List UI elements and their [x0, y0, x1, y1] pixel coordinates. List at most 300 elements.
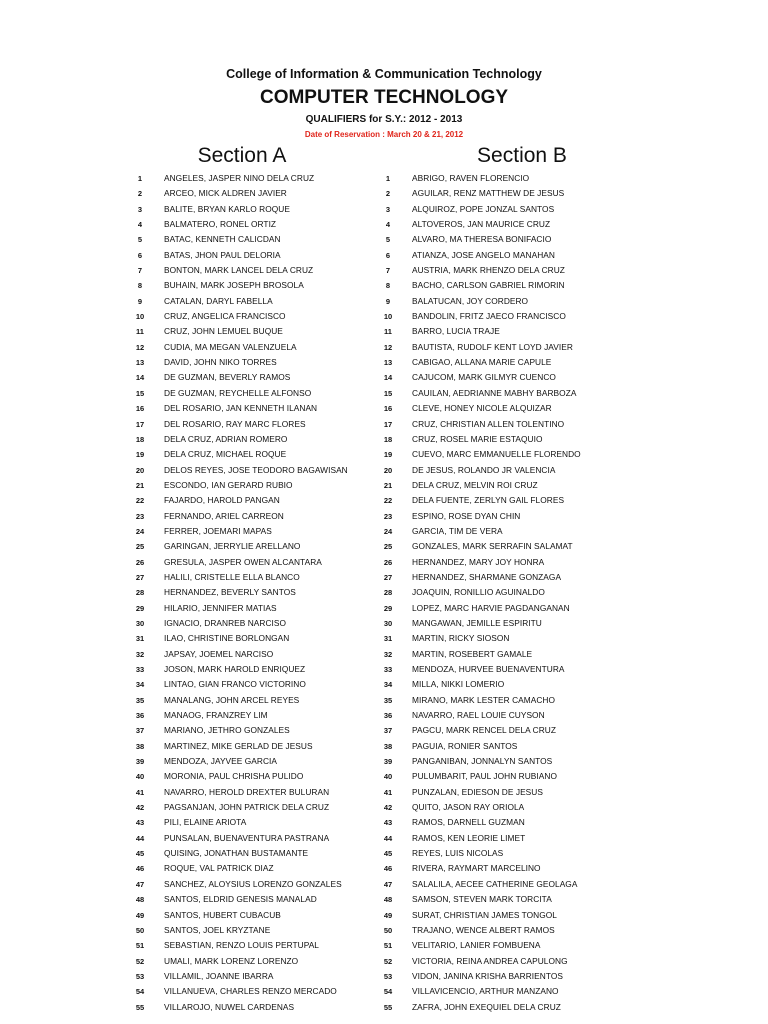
student-number: 13 — [383, 358, 393, 368]
student-name: VILLANUEVA, CHARLES RENZO MERCADO — [164, 986, 337, 997]
section-b-student-row — [376, 186, 626, 201]
section-b-student-row — [376, 892, 626, 907]
section-b-student-row — [376, 509, 626, 524]
student-number: 50 — [135, 925, 145, 935]
student-number: 23 — [383, 511, 393, 521]
student-name: ESPINO, ROSE DYAN CHIN — [412, 510, 521, 521]
section-b-student-row — [376, 401, 626, 416]
section-a-student-row — [128, 309, 368, 324]
student-number: 40 — [383, 772, 393, 782]
section-b-student-row — [376, 202, 626, 217]
student-name: CUEVO, MARC EMMANUELLE FLORENDO — [412, 449, 581, 460]
section-a-student-row — [128, 616, 368, 631]
student-name: VILLAROJO, NUWEL CARDENAS — [164, 1001, 295, 1012]
section-b-student-row — [376, 815, 626, 830]
student-name: MANAOG, FRANZREY LIM — [164, 710, 268, 721]
section-a-student-row — [128, 355, 368, 370]
section-b-student-row — [376, 954, 626, 969]
student-number: 44 — [383, 833, 393, 843]
student-number: 11 — [384, 327, 392, 337]
student-number: 39 — [383, 757, 393, 767]
section-b-student-row — [376, 278, 626, 293]
student-number: 45 — [135, 849, 145, 859]
student-name: CRUZ, JOHN LEMUEL BUQUE — [164, 326, 283, 337]
section-b-student-row — [376, 601, 626, 616]
section-a-student-row — [128, 708, 368, 723]
student-number: 47 — [135, 879, 145, 889]
section-a-student-row — [128, 892, 368, 907]
student-number: 36 — [135, 711, 145, 721]
section-a-student-row — [128, 263, 368, 278]
section-b-student-row — [376, 877, 626, 892]
student-name: VELITARIO, LANIER FOMBUENA — [412, 940, 541, 951]
student-number: 37 — [383, 726, 393, 736]
section-b-student-row — [376, 693, 626, 708]
section-b-student-row — [376, 1000, 626, 1015]
section-a-student-row — [128, 908, 368, 923]
student-name: BUHAIN, MARK JOSEPH BROSOLA — [164, 280, 304, 291]
student-number: 31 — [135, 634, 145, 644]
student-name: SAMSON, STEVEN MARK TORCITA — [412, 894, 552, 905]
student-name: MENDOZA, JAYVEE GARCIA — [164, 756, 278, 767]
section-a-student-row — [128, 923, 368, 938]
section-a-student-row — [128, 631, 368, 646]
section-b-student-row — [376, 631, 626, 646]
student-name: DELA CRUZ, MICHAEL ROQUE — [164, 449, 287, 460]
student-name: UMALI, MARK LORENZ LORENZO — [164, 955, 299, 966]
student-name: ALTOVEROS, JAN MAURICE CRUZ — [412, 219, 551, 230]
student-number: 28 — [383, 588, 393, 598]
student-name: HILARIO, JENNIFER MATIAS — [164, 602, 277, 613]
student-number: 9 — [137, 296, 143, 306]
student-name: DELA FUENTE, ZERLYN GAIL FLORES — [412, 495, 565, 506]
section-a-student-row — [128, 815, 368, 830]
student-number: 29 — [383, 603, 393, 613]
student-number: 33 — [383, 665, 393, 674]
section-a-student-row — [128, 785, 368, 800]
student-name: CRUZ, CHRISTIAN ALLEN TOLENTINO — [412, 418, 565, 429]
section-b-student-row — [376, 616, 626, 631]
section-a-student-row — [128, 601, 368, 616]
section-a-student-row — [128, 984, 368, 999]
student-number: 53 — [383, 971, 393, 981]
section-a-student-row — [128, 1000, 368, 1015]
student-number: 20 — [135, 465, 145, 475]
student-number: 3 — [385, 204, 391, 214]
section-a-student-row — [128, 739, 368, 754]
section-b-student-row — [376, 662, 626, 677]
student-name: HERNANDEZ, BEVERLY SANTOS — [164, 587, 296, 598]
student-name: GARINGAN, JERRYLIE ARELLANO — [164, 541, 301, 552]
student-name: GRESULA, JASPER OWEN ALCANTARA — [164, 556, 322, 567]
student-name: LOPEZ, MARC HARVIE PAGDANGANAN — [412, 602, 570, 613]
student-name: DELOS REYES, JOSE TEODORO BAGAWISAN — [164, 464, 348, 475]
section-a-student-row — [128, 232, 368, 247]
section-a-student-row — [128, 171, 368, 186]
student-name: CAUILAN, AEDRIANNE MABHY BARBOZA — [412, 387, 577, 398]
student-name: PULUMBARIT, PAUL JOHN RUBIANO — [412, 771, 557, 782]
student-number: 31 — [383, 634, 393, 644]
section-b-student-row — [376, 800, 626, 815]
student-number: 34 — [135, 680, 145, 690]
document-header — [0, 66, 768, 140]
student-number: 53 — [135, 971, 145, 981]
student-name: ILAO, CHRISTINE BORLONGAN — [164, 633, 290, 644]
student-number: 18 — [383, 434, 393, 444]
section-b-student-row — [376, 340, 626, 355]
student-number: 48 — [135, 895, 145, 905]
student-number: 37 — [135, 726, 145, 736]
student-name: CAJUCOM, MARK GILMYR CUENCO — [412, 372, 556, 383]
student-name: GARCIA, TIM DE VERA — [412, 525, 503, 536]
student-name: NAVARRO, RAEL LOUIE CUYSON — [412, 710, 545, 721]
section-b-student-row — [376, 754, 626, 769]
student-name: HALILI, CRISTELLE ELLA BLANCO — [164, 571, 300, 582]
section-a-student-row — [128, 539, 368, 554]
section-b-list — [376, 171, 626, 1015]
student-name: PAGUIA, RONIER SANTOS — [412, 740, 518, 751]
student-name: SANTOS, HUBERT CUBACUB — [164, 909, 281, 920]
section-b-student-row — [376, 585, 626, 600]
student-name: BANDOLIN, FRITZ JAECO FRANCISCO — [412, 311, 566, 322]
student-name: AUSTRIA, MARK RHENZO DELA CRUZ — [412, 265, 565, 276]
student-number: 55 — [135, 1002, 145, 1012]
section-b-student-row — [376, 908, 626, 923]
student-name: ANGELES, JASPER NINO DELA CRUZ — [164, 173, 315, 183]
student-name: SANTOS, JOEL KRYZTANE — [164, 924, 271, 935]
student-number: 25 — [135, 542, 145, 552]
student-number: 44 — [135, 833, 145, 843]
student-name: BALITE, BRYAN KARLO ROQUE — [164, 203, 290, 214]
student-name: NAVARRO, HEROLD DREXTER BULURAN — [164, 786, 330, 797]
student-number: 17 — [135, 419, 145, 429]
student-name: BARRO, LUCIA TRAJE — [412, 326, 500, 337]
student-number: 1 — [385, 174, 391, 183]
section-a-student-row — [128, 831, 368, 846]
student-name: IGNACIO, DRANREB NARCISO — [164, 617, 287, 628]
student-number: 49 — [383, 910, 393, 920]
student-number: 4 — [137, 220, 143, 230]
section-a-list — [128, 171, 368, 1015]
student-name: MARTIN, RICKY SIOSON — [412, 633, 510, 644]
student-name: FERRER, JOEMARI MAPAS — [164, 525, 272, 536]
student-name: CRUZ, ANGELICA FRANCISCO — [164, 311, 286, 322]
student-name: MORONIA, PAUL CHRISHA PULIDO — [164, 771, 304, 782]
section-b-student-row — [376, 984, 626, 999]
student-name: VIDON, JANINA KRISHA BARRIENTOS — [412, 970, 563, 981]
student-name: ABRIGO, RAVEN FLORENCIO — [412, 173, 530, 183]
section-a-student-row — [128, 493, 368, 508]
student-name: GONZALES, MARK SERRAFIN SALAMAT — [412, 541, 573, 552]
section-b-student-row — [376, 294, 626, 309]
section-a-student-row — [128, 969, 368, 984]
section-b-student-row — [376, 263, 626, 278]
student-number: 48 — [383, 895, 393, 905]
student-name: MARTIN, ROSEBERT GAMALE — [412, 648, 533, 659]
student-name: VILLAMIL, JOANNE IBARRA — [164, 970, 274, 981]
student-number: 22 — [383, 496, 393, 506]
section-a-student-row — [128, 186, 368, 201]
student-name: SURAT, CHRISTIAN JAMES TONGOL — [412, 909, 557, 920]
student-number: 35 — [383, 695, 393, 705]
student-name: ESCONDO, IAN GERARD RUBIO — [164, 479, 293, 490]
section-a-student-row — [128, 938, 368, 953]
section-a-student-row — [128, 217, 368, 232]
section-b-student-row — [376, 417, 626, 432]
section-b-student-row — [376, 769, 626, 784]
section-a-student-row — [128, 386, 368, 401]
section-b-student-row — [376, 846, 626, 861]
section-a-student-row — [128, 478, 368, 493]
student-number: 21 — [135, 480, 145, 490]
section-a-student-row — [128, 278, 368, 293]
student-number: 5 — [385, 235, 391, 245]
student-number: 34 — [383, 680, 393, 690]
section-a-student-row — [128, 340, 368, 355]
student-name: BALMATERO, RONEL ORTIZ — [164, 219, 277, 230]
student-number: 4 — [385, 220, 391, 230]
student-number: 32 — [135, 649, 145, 659]
department-title: COMPUTER TECHNOLOGY — [259, 87, 509, 108]
student-number: 1 — [137, 174, 143, 183]
section-b-student-row — [376, 708, 626, 723]
student-name: QUISING, JONATHAN BUSTAMANTE — [164, 848, 309, 859]
student-name: SANCHEZ, ALOYSIUS LORENZO GONZALES — [164, 878, 342, 889]
student-name: FAJARDO, HAROLD PANGAN — [164, 495, 280, 506]
section-a-student-row — [128, 447, 368, 462]
student-name: ALVARO, MA THERESA BONIFACIO — [412, 234, 552, 245]
section-a-student-row — [128, 432, 368, 447]
student-number: 19 — [135, 450, 145, 460]
student-number: 2 — [385, 189, 391, 199]
section-a-student-row — [128, 555, 368, 570]
student-name: DE GUZMAN, REYCHELLE ALFONSO — [164, 387, 312, 398]
student-name: PAGCU, MARK RENCEL DELA CRUZ — [412, 725, 557, 736]
section-a-student-row — [128, 954, 368, 969]
section-b-student-row — [376, 831, 626, 846]
section-b-student-row — [376, 432, 626, 447]
section-b-student-row — [376, 232, 626, 247]
section-b-student-row — [376, 570, 626, 585]
student-name: DEL ROSARIO, JAN KENNETH ILANAN — [164, 403, 318, 414]
reservation-date: Date of Reservation : March 20 & 21, 2012 — [304, 130, 464, 139]
section-a-student-row — [128, 463, 368, 478]
student-name: RIVERA, RAYMART MARCELINO — [412, 863, 541, 874]
section-b-student-row — [376, 324, 626, 339]
section-a-student-row — [128, 509, 368, 524]
section-b-student-row — [376, 524, 626, 539]
student-name: ZAFRA, JOHN EXEQUIEL DELA CRUZ — [412, 1001, 561, 1012]
student-name: MARTINEZ, MIKE GERLAD DE JESUS — [164, 740, 313, 751]
section-a-student-row — [128, 294, 368, 309]
section-b-student-row — [376, 248, 626, 263]
student-number: 28 — [135, 588, 145, 598]
student-number: 38 — [135, 741, 145, 751]
section-b-student-row — [376, 217, 626, 232]
section-a-student-row — [128, 248, 368, 263]
student-number: 43 — [383, 818, 393, 828]
student-number: 16 — [383, 404, 393, 414]
student-name: BACHO, CARLSON GABRIEL RIMORIN — [412, 280, 565, 291]
student-name: MILLA, NIKKI LOMERIO — [412, 679, 505, 690]
student-name: JOAQUIN, RONILLIO AGUINALDO — [412, 587, 545, 598]
section-b-student-row — [376, 493, 626, 508]
student-number: 26 — [135, 557, 145, 567]
section-a-student-row — [128, 401, 368, 416]
student-number: 24 — [135, 526, 145, 536]
student-name: CRUZ, ROSEL MARIE ESTAQUIO — [412, 433, 543, 444]
section-b-student-row — [376, 386, 626, 401]
section-a-student-row — [128, 769, 368, 784]
student-number: 41 — [135, 787, 145, 797]
student-name: ROQUE, VAL PATRICK DIAZ — [164, 863, 274, 874]
student-number: 21 — [383, 480, 393, 490]
student-name: JOSON, MARK HAROLD ENRIQUEZ — [164, 664, 306, 674]
student-number: 15 — [135, 388, 145, 398]
student-number: 14 — [383, 373, 393, 383]
student-name: FERNANDO, ARIEL CARREON — [164, 510, 284, 521]
student-number: 52 — [135, 956, 145, 966]
section-a-student-row — [128, 417, 368, 432]
section-b-student-row — [376, 309, 626, 324]
student-number: 45 — [383, 849, 393, 859]
section-a-student-row — [128, 324, 368, 339]
student-number: 46 — [383, 864, 393, 874]
student-number: 12 — [135, 342, 145, 352]
student-name: ARCEO, MICK ALDREN JAVIER — [164, 188, 287, 199]
student-name: HERNANDEZ, SHARMANE GONZAGA — [412, 571, 562, 582]
student-number: 26 — [383, 557, 393, 567]
student-name: MANGAWAN, JEMILLE ESPIRITU — [412, 617, 542, 628]
student-name: CABIGAO, ALLANA MARIE CAPULE — [412, 357, 552, 368]
student-number: 6 — [385, 250, 391, 260]
student-name: DAVID, JOHN NIKO TORRES — [164, 357, 277, 368]
student-name: CUDIA, MA MEGAN VALENZUELA — [164, 341, 297, 352]
student-name: AGUILAR, RENZ MATTHEW DE JESUS — [412, 188, 565, 199]
student-number: 8 — [385, 281, 391, 291]
student-number: 14 — [135, 373, 145, 383]
student-name: REYES, LUIS NICOLAS — [412, 848, 504, 859]
student-number: 23 — [135, 511, 145, 521]
section-a-student-row — [128, 693, 368, 708]
student-name: QUITO, JASON RAY ORIOLA — [412, 802, 525, 813]
student-number: 11 — [136, 327, 144, 337]
student-name: RAMOS, DARNELL GUZMAN — [412, 817, 525, 828]
section-a-student-row — [128, 370, 368, 385]
section-b-student-row — [376, 647, 626, 662]
section-b-student-row — [376, 370, 626, 385]
student-name: VICTORIA, REINA ANDREA CAPULONG — [412, 955, 568, 966]
student-number: 54 — [135, 987, 145, 997]
student-number: 24 — [383, 526, 393, 536]
student-name: BAUTISTA, RUDOLF KENT LOYD JAVIER — [412, 341, 573, 352]
section-b-student-row — [376, 355, 626, 370]
student-number: 46 — [135, 864, 145, 874]
student-name: PAGSANJAN, JOHN PATRICK DELA CRUZ — [164, 802, 330, 813]
section-a-student-row — [128, 846, 368, 861]
student-number: 38 — [383, 741, 393, 751]
section-b-student-row — [376, 555, 626, 570]
student-number: 2 — [137, 189, 143, 199]
student-number: 29 — [135, 603, 145, 613]
student-name: LINTAO, GIAN FRANCO VICTORINO — [164, 679, 306, 690]
student-number: 40 — [135, 772, 145, 782]
section-a-student-row — [128, 800, 368, 815]
student-number: 15 — [383, 388, 393, 398]
section-b-student-row — [376, 938, 626, 953]
student-number: 47 — [383, 879, 393, 889]
student-name: MIRANO, MARK LESTER CAMACHO — [412, 694, 556, 705]
student-number: 35 — [135, 695, 145, 705]
student-name: DELA CRUZ, ADRIAN ROMERO — [164, 433, 288, 444]
student-name: PUNZALAN, EDIESON DE JESUS — [412, 786, 543, 797]
student-number: 19 — [383, 450, 393, 460]
student-name: TRAJANO, WENCE ALBERT RAMOS — [412, 924, 555, 935]
student-number: 7 — [137, 266, 143, 276]
section-a-student-row — [128, 202, 368, 217]
student-number: 51 — [135, 941, 145, 951]
student-name: BATAC, KENNETH CALICDAN — [164, 234, 281, 245]
section-a-student-row — [128, 861, 368, 876]
student-number: 43 — [135, 818, 145, 828]
student-name: BATAS, JHON PAUL DELORIA — [164, 249, 281, 260]
student-number: 16 — [135, 404, 145, 414]
student-number: 54 — [383, 987, 393, 997]
student-number: 49 — [135, 910, 145, 920]
student-name: CLEVE, HONEY NICOLE ALQUIZAR — [412, 403, 552, 414]
student-name: CATALAN, DARYL FABELLA — [164, 295, 273, 306]
student-number: 39 — [135, 757, 145, 767]
student-number: 20 — [383, 465, 393, 475]
section-a-student-row — [128, 723, 368, 738]
student-name: SALALILA, AECEE CATHERINE GEOLAGA — [412, 878, 578, 889]
section-b-student-row — [376, 785, 626, 800]
student-number: 50 — [383, 925, 393, 935]
student-number: 22 — [135, 496, 145, 506]
section-b-student-row — [376, 171, 626, 186]
student-number: 12 — [383, 342, 393, 352]
student-number: 10 — [383, 312, 393, 322]
student-name: RAMOS, KEN LEORIE LIMET — [412, 832, 526, 843]
section-b-student-row — [376, 478, 626, 493]
student-number: 8 — [137, 281, 143, 291]
student-name: DELA CRUZ, MELVIN ROI CRUZ — [412, 479, 538, 490]
student-name: MENDOZA, HURVEE BUENAVENTURA — [412, 664, 565, 674]
section-a-title: Section A — [197, 144, 287, 167]
section-a-student-row — [128, 677, 368, 692]
student-name: PILI, ELAINE ARIOTA — [164, 817, 247, 828]
student-number: 52 — [383, 956, 393, 966]
section-b-student-row — [376, 539, 626, 554]
student-number: 10 — [135, 312, 145, 322]
section-a-student-row — [128, 570, 368, 585]
section-b-student-row — [376, 447, 626, 462]
student-name: HERNANDEZ, MARY JOY HONRA — [412, 556, 545, 567]
section-b-student-row — [376, 677, 626, 692]
student-name: SANTOS, ELDRID GENESIS MANALAD — [164, 894, 317, 905]
section-b-student-row — [376, 969, 626, 984]
student-number: 42 — [383, 803, 393, 813]
student-number: 9 — [385, 296, 391, 306]
student-name: BONTON, MARK LANCEL DELA CRUZ — [164, 265, 314, 276]
student-number: 5 — [137, 235, 143, 245]
student-number: 27 — [135, 572, 145, 582]
student-number: 30 — [135, 618, 145, 628]
section-b-student-row — [376, 861, 626, 876]
student-name: ALQUIROZ, POPE JONZAL SANTOS — [412, 203, 555, 214]
section-a-student-row — [128, 662, 368, 677]
student-name: PANGANIBAN, JONNALYN SANTOS — [412, 756, 553, 767]
